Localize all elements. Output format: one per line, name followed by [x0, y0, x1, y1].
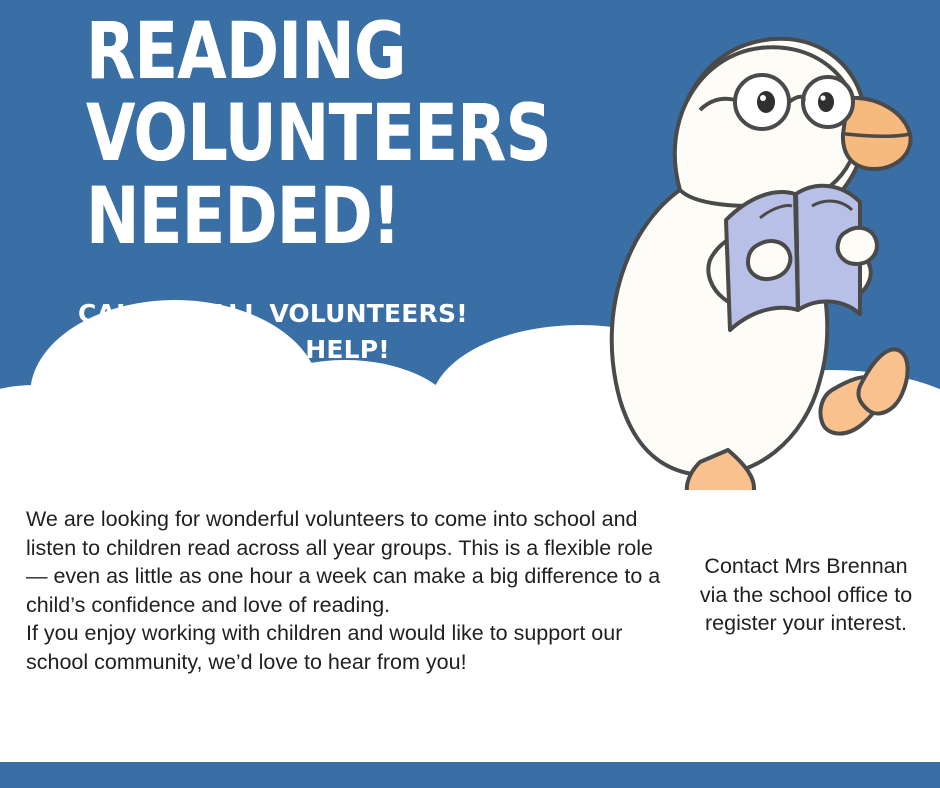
bottom-accent-bar: [0, 762, 940, 788]
cloud-puff-2: [230, 360, 460, 490]
contact-details: Contact Mrs Brennan via the school office to register your interest.: [699, 554, 913, 636]
goose-reading-book-icon: [560, 10, 940, 490]
headline-line-2: VOLUNTEERS: [86, 89, 551, 180]
subhead-line-2: WE NEED YOUR HELP!: [78, 335, 390, 365]
subhead-line-1: CALLING ALL VOLUNTEERS!: [78, 299, 468, 328]
headline-line-1: READING: [86, 7, 406, 97]
body-paragraph-2: If you enjoy working with children and would like to support our school community, we’d love to hear from you!: [26, 621, 623, 674]
poster-subheadline: [78, 296, 598, 369]
body-copy: [26, 505, 666, 677]
body-paragraph-1: We are looking for wonderful volunteers to come into school and listen to children read across all year groups. This is a flexible role — even as little as one hour a week can make a big difference to a child’s confidence and love of reading.: [26, 507, 661, 617]
headline-line-3: NEEDED!: [86, 171, 401, 262]
